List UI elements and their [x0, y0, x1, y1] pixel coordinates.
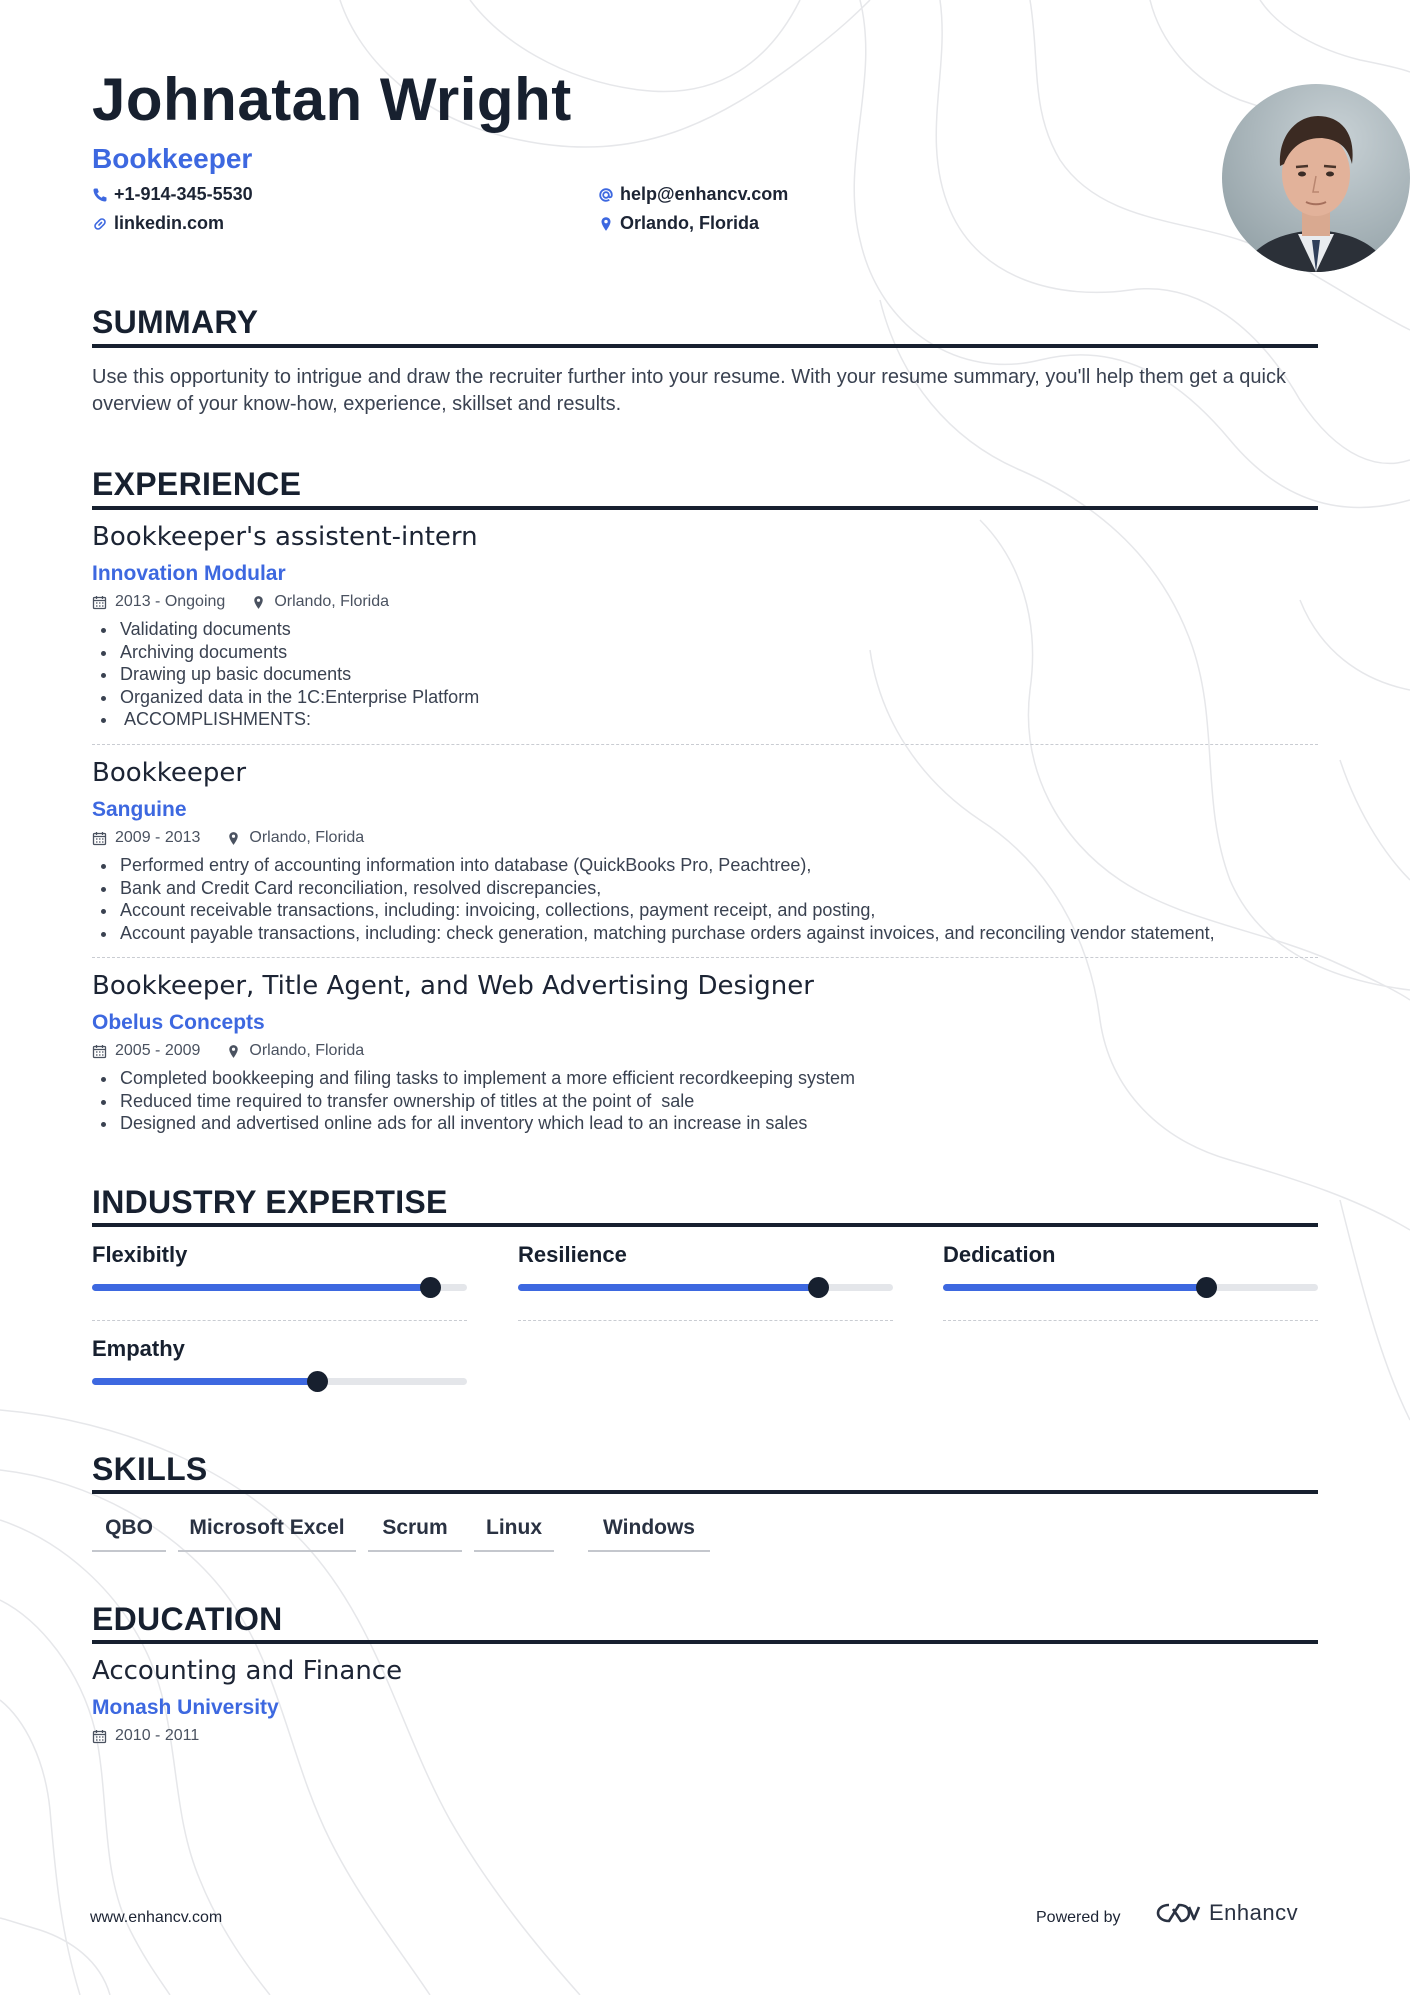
bullet-item: • Completed bookkeeping and filing tasks to implement a more efficient recordkeeping system — [118, 1067, 1318, 1090]
candidate-title: Bookkeeper — [92, 143, 253, 174]
expertise-divider — [943, 1320, 1318, 1321]
linkedin-contact[interactable] — [92, 213, 224, 234]
bullet-item: • ACCOMPLISHMENTS: — [118, 708, 1318, 731]
expertise-bar-fill — [92, 1378, 317, 1385]
job-meta — [92, 593, 389, 611]
expertise-bar-fill — [518, 1284, 818, 1291]
bullet-item: • Bank and Credit Card reconciliation, resolved discrepancies, — [118, 877, 1318, 900]
enhancv-logo-text: Enhancv — [1209, 1900, 1299, 1925]
footer-website[interactable]: www.enhancv.com — [90, 1909, 223, 1926]
job-location: Orlando, Florida — [274, 593, 390, 610]
job-meta — [92, 829, 364, 847]
job-location: Orlando, Florida — [249, 829, 365, 846]
link-icon — [92, 216, 108, 232]
calendar-icon — [92, 831, 107, 846]
expertise-bar-knob — [420, 1277, 441, 1298]
expertise-heading: INDUSTRY EXPERTISE — [92, 1184, 448, 1220]
bullet-item: • Performed entry of accounting information into database (QuickBooks Pro, Peachtree), — [118, 854, 1318, 877]
school-name: Monash University — [92, 1696, 279, 1719]
skill-tag: Windows — [588, 1516, 710, 1552]
skill-tag: QBO — [92, 1516, 166, 1552]
bullet-item: • Organized data in the 1C:Enterprise Platform — [118, 686, 1318, 709]
phone-number: +1-914-345-5530 — [114, 184, 253, 204]
skill-tag: Linux — [474, 1516, 554, 1552]
expertise-label: Empathy — [92, 1336, 185, 1361]
location-pin-icon — [598, 216, 614, 232]
expertise-label: Flexibitly — [92, 1242, 188, 1267]
skill-tag: Scrum — [368, 1516, 462, 1552]
job-title: Bookkeeper, Title Agent, and Web Advertising Designer — [92, 971, 814, 1001]
bullet-item: • Designed and advertised online ads for all inventory which lead to an increase in sales — [118, 1112, 1318, 1135]
skills-rule — [92, 1490, 1318, 1494]
expertise-bar — [92, 1284, 467, 1291]
calendar-icon — [92, 1044, 107, 1059]
expertise-bar — [518, 1284, 893, 1291]
expertise-bar — [943, 1284, 1318, 1291]
location-text: Orlando, Florida — [620, 213, 760, 233]
skill-tag: Microsoft Excel — [178, 1516, 356, 1552]
education-dates: 2010 - 2011 — [115, 1727, 200, 1744]
location-contact — [598, 213, 759, 234]
expertise-label: Resilience — [518, 1242, 627, 1267]
job-divider — [92, 744, 1318, 745]
bullet-item: • Account payable transactions, including: check generation, matching purchase orders against invoices, and reconciling vendor statement, — [118, 922, 1318, 945]
degree-title: Accounting and Finance — [92, 1656, 403, 1686]
job-dates: 2005 - 2009 — [115, 1042, 201, 1059]
candidate-name: Johnatan Wright — [92, 66, 572, 133]
expertise-rule — [92, 1223, 1318, 1227]
expertise-label: Dedication — [943, 1242, 1056, 1267]
expertise-bar-knob — [307, 1371, 328, 1392]
expertise-bar-knob — [808, 1277, 829, 1298]
bullet-item: • Account receivable transactions, including: invoicing, collections, payment receipt, and posting, — [118, 899, 1318, 922]
bullet-item: • Reduced time required to transfer ownership of titles at the point of sale — [118, 1090, 1318, 1113]
footer-powered-by: Powered by — [1036, 1909, 1121, 1926]
company-name: Innovation Modular — [92, 562, 286, 585]
location-pin-icon — [226, 1044, 241, 1059]
job-bullets — [92, 618, 1318, 731]
expertise-bar-knob — [1196, 1277, 1217, 1298]
email-contact[interactable] — [598, 184, 788, 205]
job-title: Bookkeeper's assistent-intern — [92, 522, 478, 552]
email-address: help@enhancv.com — [620, 184, 789, 204]
company-name: Sanguine — [92, 798, 187, 821]
summary-text: Use this opportunity to intrigue and draw the recruiter further into your resume. With your resume summary, you'll help them get a quick overview of your know-how, experience, skillset and results. — [92, 366, 1286, 415]
phone-icon — [92, 187, 108, 203]
experience-heading: EXPERIENCE — [92, 466, 302, 502]
location-pin-icon — [251, 595, 266, 610]
enhancv-logo[interactable] — [1155, 1900, 1298, 1926]
bullet-item: • Drawing up basic documents — [118, 663, 1318, 686]
education-heading: EDUCATION — [92, 1601, 283, 1637]
enhancv-logo-icon — [1155, 1901, 1201, 1925]
expertise-bar-fill — [92, 1284, 430, 1291]
company-name: Obelus Concepts — [92, 1011, 265, 1034]
bullet-item: • Validating documents — [118, 618, 1318, 641]
linkedin-link[interactable]: linkedin.com — [114, 213, 225, 233]
job-dates: 2009 - 2013 — [115, 829, 201, 846]
calendar-icon — [92, 595, 107, 610]
bullet-item: • Archiving documents — [118, 641, 1318, 664]
job-location: Orlando, Florida — [249, 1042, 365, 1059]
at-icon — [598, 187, 614, 203]
job-bullets — [92, 854, 1318, 944]
calendar-icon — [92, 1729, 107, 1744]
summary-rule — [92, 344, 1318, 348]
expertise-bar — [92, 1378, 467, 1385]
job-divider — [92, 957, 1318, 958]
skills-heading: SKILLS — [92, 1451, 208, 1487]
profile-photo — [1222, 84, 1410, 272]
job-meta — [92, 1042, 364, 1060]
job-bullets — [92, 1067, 1318, 1135]
phone-contact[interactable] — [92, 184, 253, 205]
expertise-divider — [92, 1320, 467, 1321]
job-title: Bookkeeper — [92, 758, 247, 788]
location-pin-icon — [226, 831, 241, 846]
expertise-bar-fill — [943, 1284, 1206, 1291]
summary-heading: SUMMARY — [92, 304, 259, 340]
expertise-divider — [518, 1320, 893, 1321]
job-dates: 2013 - Ongoing — [115, 593, 226, 610]
education-meta — [92, 1727, 199, 1745]
education-rule — [92, 1640, 1318, 1644]
experience-rule — [92, 506, 1318, 510]
